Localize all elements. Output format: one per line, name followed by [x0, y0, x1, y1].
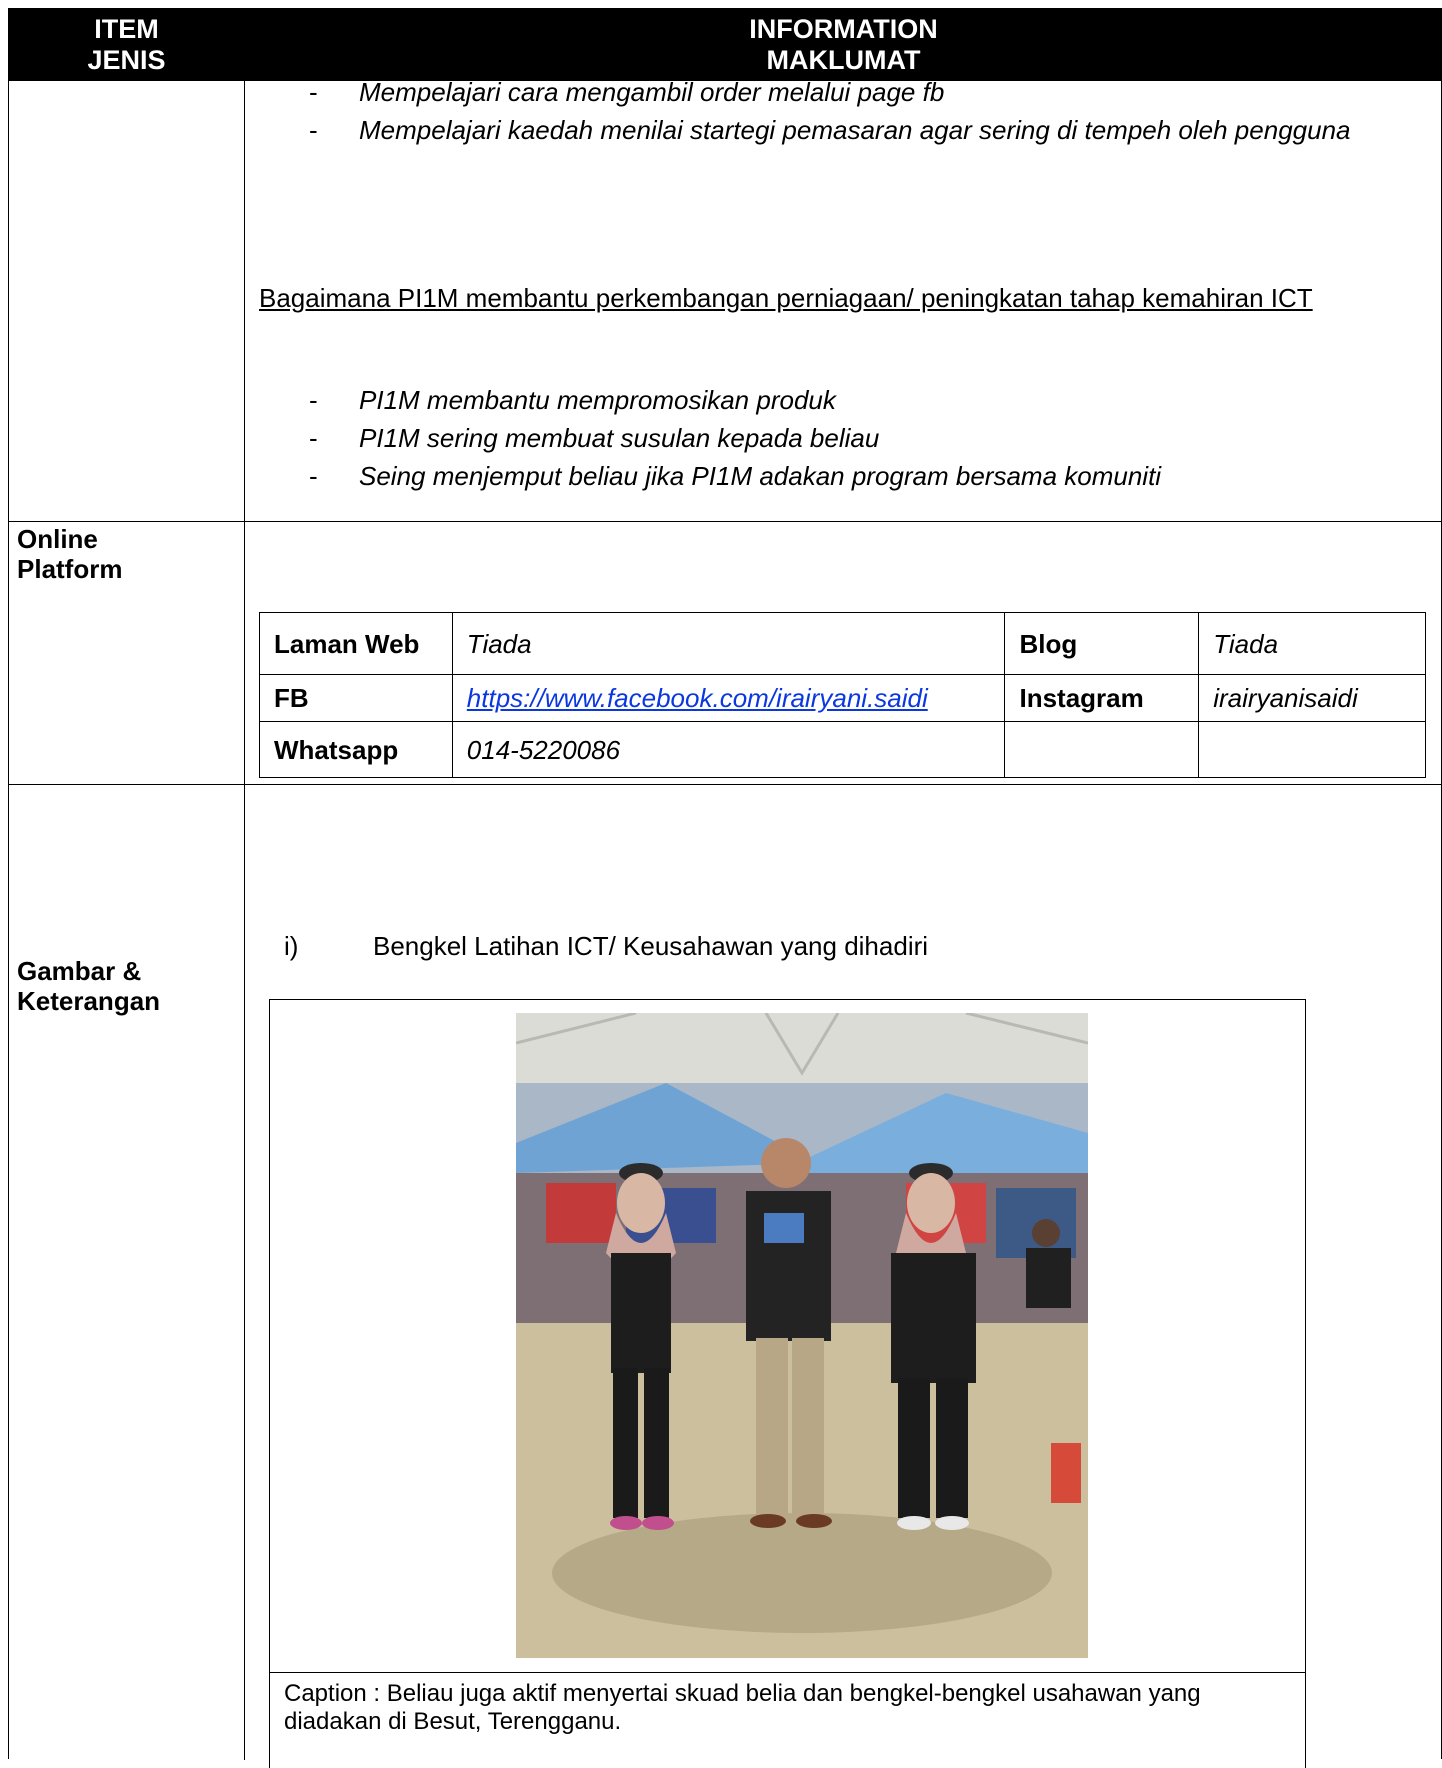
website-value: Tiada	[452, 613, 1005, 675]
document-table	[8, 8, 1442, 1759]
fb-link[interactable]: https://www.facebook.com/irairyani.saidi	[466, 683, 928, 713]
whatsapp-label: Whatsapp	[260, 722, 453, 778]
empty-cell	[1005, 722, 1199, 778]
learning-list	[259, 73, 1431, 149]
workshop-number: i)	[284, 931, 299, 961]
photo-frame	[269, 999, 1306, 1768]
table-header	[9, 9, 1441, 81]
fb-cell	[452, 675, 1005, 722]
pi1m-list	[259, 381, 1431, 495]
column-divider	[244, 81, 245, 1760]
learning-content	[259, 73, 1431, 149]
caption-divider	[270, 1672, 1305, 1673]
platform-table	[259, 612, 1426, 778]
empty-cell	[1199, 722, 1426, 778]
photo-caption: Caption : Beliau juga aktif menyertai skuad belia dan bengkel-bengkel usahawan yang diadakan di Besut, Terengganu.	[284, 1680, 1201, 1735]
pi1m-content	[259, 381, 1431, 495]
header-info-ms: MAKLUMAT	[766, 45, 921, 75]
header-item-cell	[9, 9, 244, 81]
header-item-en: ITEM	[94, 14, 159, 44]
gallery-label: Gambar & Keterangan	[17, 956, 161, 1016]
workshop-item	[274, 929, 928, 963]
event-photo	[516, 1013, 1088, 1658]
instagram-value: irairyanisaidi	[1199, 675, 1426, 722]
list-item: - Mempelajari kaedah menilai startegi pemasaran agar sering di tempeh oleh pengguna	[309, 115, 1351, 145]
row-divider	[9, 784, 1441, 785]
workshop-title: Bengkel Latihan ICT/ Keusahawan yang dihadiri	[373, 931, 929, 961]
pi1m-question: Bagaimana PI1M membantu perkembangan perniagaan/ peningkatan tahap kemahiran ICT	[259, 283, 1313, 313]
fb-label: FB	[260, 675, 453, 722]
online-platform-label: Online Platform	[17, 524, 123, 584]
header-info-en: INFORMATION	[749, 14, 938, 44]
table-row	[260, 613, 1426, 675]
table-row	[260, 675, 1426, 722]
list-item: - Mempelajari cara mengambil order melalui page fb	[309, 77, 945, 107]
header-item-ms: JENIS	[87, 45, 166, 75]
blog-value: Tiada	[1199, 613, 1426, 675]
list-item: - PI1M sering membuat susulan kepada beliau	[309, 423, 880, 453]
blog-label: Blog	[1005, 613, 1199, 675]
table-row	[260, 722, 1426, 778]
website-label: Laman Web	[260, 613, 453, 675]
list-item: - Seing menjemput beliau jika PI1M adakan program bersama komuniti	[309, 461, 1162, 491]
list-item: - PI1M membantu mempromosikan produk	[309, 385, 836, 415]
header-info-cell	[244, 9, 1442, 81]
row-divider	[9, 521, 1441, 522]
instagram-label: Instagram	[1005, 675, 1199, 722]
whatsapp-value: 014-5220086	[452, 722, 1005, 778]
